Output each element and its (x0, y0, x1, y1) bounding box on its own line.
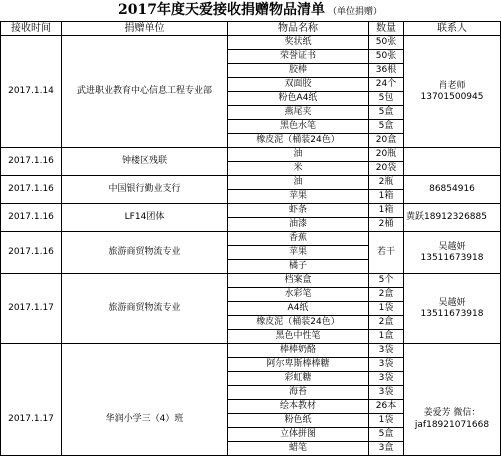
qty-cell[interactable]: 3袋 (369, 386, 404, 400)
donor-text: 华润小学三（4）班 (105, 414, 184, 424)
header-cell-item[interactable]: 物品名称 (228, 22, 369, 36)
qty-cell[interactable]: 5盒 (369, 428, 404, 442)
header-cell-quantity[interactable]: 数量 (369, 22, 404, 36)
table-row (1, 36, 501, 50)
item-cell[interactable]: 粉色纸 (228, 414, 369, 428)
date-cell[interactable]: 2017.1.16 (1, 204, 62, 232)
item-cell[interactable]: 油漆 (228, 218, 369, 232)
header-cell-date[interactable]: 接收时间 (1, 22, 62, 36)
item-cell[interactable]: 米 (228, 162, 369, 176)
table-row (1, 176, 501, 190)
item-cell[interactable]: 阿尔卑斯棒棒糖 (228, 358, 369, 372)
title-subtitle: （单位捐赠） (327, 7, 382, 17)
date-text: 2017.1.17 (8, 414, 54, 424)
table-row (1, 204, 501, 218)
donor-cell[interactable]: 钟楼区残联 (62, 148, 228, 176)
donor-cell[interactable]: 旅游商贸物流专业 (62, 232, 228, 274)
qty-cell[interactable]: 2瓶 (369, 176, 404, 190)
qty-cell[interactable]: 若干 (369, 232, 404, 274)
date-cell[interactable]: 2017.1.14 (1, 36, 62, 148)
table-row (1, 344, 501, 358)
qty-cell[interactable]: 3袋 (369, 372, 404, 386)
item-cell[interactable]: 橘子 (228, 260, 369, 274)
item-cell[interactable]: 奖状纸 (228, 36, 369, 50)
table-row (1, 232, 501, 246)
donor-cell[interactable]: 旅游商贸物流专业 (62, 274, 228, 344)
item-cell[interactable]: 燕尾夹 (228, 106, 369, 120)
qty-cell[interactable]: 3袋 (369, 344, 404, 358)
contact-phone: 13511673918 (420, 252, 484, 263)
qty-cell[interactable]: 20盒 (369, 134, 404, 148)
item-cell[interactable]: 油 (228, 176, 369, 190)
donor-cell[interactable]: 中国银行勤业支行 (62, 176, 228, 204)
qty-cell[interactable]: 5包 (369, 92, 404, 106)
contact-cell[interactable] (404, 274, 501, 344)
item-cell[interactable]: 双面胶 (228, 78, 369, 92)
item-cell[interactable]: 棒棒奶酪 (228, 344, 369, 358)
contact-phone: 13511673918 (420, 308, 484, 319)
table-row (1, 274, 501, 288)
contact-name: 肖老师 (438, 80, 466, 91)
item-cell[interactable]: 胶棒 (228, 64, 369, 78)
item-cell[interactable]: 黑色中性笔 (228, 330, 369, 344)
qty-cell[interactable]: 1袋 (369, 414, 404, 428)
item-cell[interactable]: 海苔 (228, 386, 369, 400)
item-cell[interactable]: 水彩笔 (228, 288, 369, 302)
donor-cell[interactable] (62, 344, 228, 456)
contact-cell[interactable] (404, 232, 501, 274)
date-cell[interactable]: 2017.1.16 (1, 176, 62, 204)
qty-cell[interactable]: 2桶 (369, 218, 404, 232)
item-cell[interactable]: 立体拼图 (228, 428, 369, 442)
contact-cell[interactable] (404, 36, 501, 148)
qty-cell[interactable]: 50张 (369, 50, 404, 64)
date-cell[interactable] (1, 344, 62, 456)
donor-cell[interactable]: 武进职业教育中心信息工程专业部 (62, 36, 228, 148)
sheet-title (0, 0, 500, 20)
qty-cell[interactable]: 26本 (369, 400, 404, 414)
item-cell[interactable]: 油 (228, 148, 369, 162)
date-cell[interactable]: 2017.1.17 (1, 274, 62, 344)
qty-cell[interactable]: 20袋 (369, 162, 404, 176)
header-cell-contact[interactable]: 联系人 (404, 22, 501, 36)
qty-cell[interactable]: 2盒 (369, 316, 404, 330)
contact-cell[interactable] (404, 148, 501, 176)
date-cell[interactable]: 2017.1.16 (1, 148, 62, 176)
item-cell[interactable]: 粉色A4纸 (228, 92, 369, 106)
qty-cell[interactable]: 20瓶 (369, 148, 404, 162)
qty-cell[interactable]: 5个 (369, 274, 404, 288)
item-cell[interactable]: 苹果 (228, 190, 369, 204)
contact-phone: 13701500945 (420, 91, 484, 102)
item-cell[interactable]: 香蕉 (228, 232, 369, 246)
item-cell[interactable]: 档案盒 (228, 274, 369, 288)
item-cell[interactable]: A4纸 (228, 302, 369, 316)
contact-cell[interactable]: 86854916 (404, 176, 501, 204)
donation-table (0, 21, 501, 456)
header-cell-donor[interactable]: 捐赠单位 (62, 22, 228, 36)
qty-cell[interactable]: 1盒 (369, 330, 404, 344)
item-cell[interactable]: 荣誉证书 (228, 50, 369, 64)
donor-cell[interactable]: LF14团体 (62, 204, 228, 232)
qty-cell[interactable]: 1袋 (369, 302, 404, 316)
contact-name: 吴越妍 (438, 241, 466, 252)
item-cell[interactable]: 橡皮泥（桶装24色） (228, 316, 369, 330)
table-row (1, 148, 501, 162)
item-cell[interactable]: 蜡笔 (228, 442, 369, 456)
item-cell[interactable]: 苹果 (228, 246, 369, 260)
title-text: 2017年度天爱接收捐赠物品清单 (118, 2, 325, 18)
qty-cell[interactable]: 3盒 (369, 442, 404, 456)
qty-cell[interactable]: 36根 (369, 64, 404, 78)
contact-cell[interactable] (404, 344, 501, 456)
qty-cell[interactable]: 5盒 (369, 106, 404, 120)
item-cell[interactable]: 彩虹糖 (228, 372, 369, 386)
contact-wechat: jaf18921071668 (414, 420, 490, 430)
contact-cell[interactable]: 黄跃18912326885 (404, 204, 501, 232)
contact-name: 姜爱芳 微信： (423, 408, 481, 418)
qty-cell[interactable]: 24个 (369, 78, 404, 92)
qty-cell[interactable]: 5盒 (369, 120, 404, 134)
item-cell[interactable]: 虾条 (228, 204, 369, 218)
qty-cell[interactable]: 50张 (369, 36, 404, 50)
qty-cell[interactable]: 1箱 (369, 190, 404, 204)
item-cell[interactable]: 黑色水笔 (228, 120, 369, 134)
date-cell[interactable]: 2017.1.16 (1, 232, 62, 274)
header-row (1, 22, 501, 36)
qty-cell[interactable]: 3袋 (369, 358, 404, 372)
item-cell[interactable]: 绘本教材 (228, 400, 369, 414)
contact-name: 吴越妍 (438, 297, 466, 308)
item-cell[interactable]: 橡皮泥（桶装24色） (228, 134, 369, 148)
qty-cell[interactable]: 2盒 (369, 288, 404, 302)
qty-cell[interactable]: 1箱 (369, 204, 404, 218)
